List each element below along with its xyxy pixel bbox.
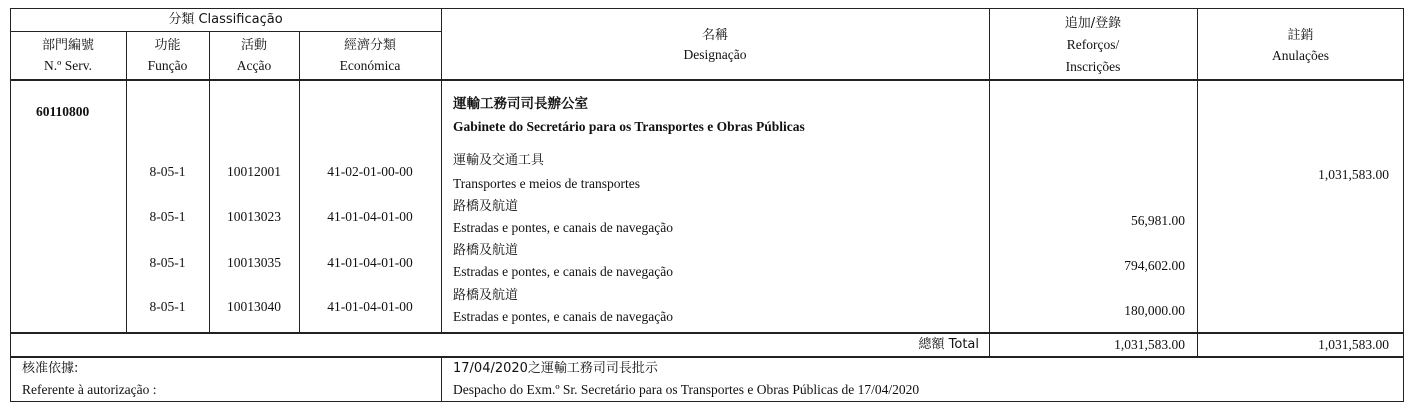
header-serv-pt: N.º Serv. [44, 58, 92, 73]
row-3-economica: 41-01-04-01-00 [327, 255, 413, 270]
header-designacao-pt: Designação [683, 47, 747, 62]
footer-label-pt: Referente à autorização : [22, 382, 157, 397]
footer-label-zh: 核准依據: [22, 361, 79, 376]
department-name-pt: Gabinete do Secretário para os Transportes e Obras Públicas [453, 119, 805, 134]
row-2-funcao: 8-05-1 [149, 209, 186, 224]
header-accao-pt: Acção [236, 58, 272, 73]
rule-header-bottom [10, 79, 1404, 81]
row-4-accao: 10013040 [227, 299, 281, 314]
row-3-reforcos: 794,602.00 [1124, 258, 1185, 273]
row-1-name-zh: 運輸及交通工具 [453, 153, 545, 168]
header-reforcos-pt1: Reforços/ [1066, 37, 1120, 52]
row-3-name-pt: Estradas e pontes, e canais de navegação [453, 264, 674, 279]
row-2-name-zh: 路橋及航道 [453, 199, 519, 214]
rule-total-bottom [10, 356, 1404, 358]
row-1-name-pt: Transportes e meios de transportes [453, 176, 640, 191]
header-serv-zh: 部門編號 [41, 38, 94, 53]
header-anulacoes-zh: 註銷 [1287, 28, 1314, 43]
row-4-funcao: 8-05-1 [149, 299, 186, 314]
rule-classificacao-bottom [10, 31, 441, 32]
footer-text-zh: 17/04/2020之運輸工務司司長批示 [453, 361, 658, 376]
row-4-reforcos: 180,000.00 [1124, 303, 1185, 318]
header-funcao-pt: Função [147, 58, 188, 73]
row-3-funcao: 8-05-1 [149, 255, 186, 270]
department-code: 60110800 [36, 104, 90, 119]
row-1-anulacoes: 1,031,583.00 [1318, 167, 1389, 182]
row-2-reforcos: 56,981.00 [1131, 213, 1185, 228]
header-reforcos-zh: 追加/登錄 [1064, 16, 1122, 31]
col-divider-funcao [209, 31, 210, 332]
row-2-name-pt: Estradas e pontes, e canais de navegação [453, 220, 674, 235]
col-divider-accao [299, 31, 300, 332]
header-economica-pt: Económica [339, 58, 401, 73]
row-3-name-zh: 路橋及航道 [453, 243, 519, 258]
col-divider-serv [126, 31, 127, 332]
total-reforcos: 1,031,583.00 [1114, 337, 1185, 352]
total-label: 總額 Total [918, 337, 979, 352]
rule-body-bottom [10, 332, 1404, 334]
row-4-name-pt: Estradas e pontes, e canais de navegação [453, 309, 674, 324]
header-designacao-zh: 名稱 [701, 28, 728, 43]
col-divider-footer [441, 356, 442, 402]
header-funcao-zh: 功能 [154, 38, 181, 53]
header-anulacoes-pt: Anulações [1272, 48, 1329, 63]
department-name-zh: 運輸工務司司長辦公室 [453, 96, 588, 112]
header-economica-zh: 經濟分類 [343, 38, 396, 53]
header-classificacao: 分類 Classificação [168, 12, 283, 27]
total-anulacoes: 1,031,583.00 [1318, 337, 1389, 352]
footer-text-pt: Despacho do Exm.º Sr. Secretário para os Transportes e Obras Públicas de 17/04/2020 [453, 382, 920, 397]
row-4-economica: 41-01-04-01-00 [327, 299, 413, 314]
row-2-accao: 10013023 [227, 209, 281, 224]
row-2-economica: 41-01-04-01-00 [327, 209, 413, 224]
row-1-funcao: 8-05-1 [149, 164, 186, 179]
header-reforcos-pt2: Inscrições [1065, 59, 1121, 74]
row-4-name-zh: 路橋及航道 [453, 288, 519, 303]
header-accao-zh: 活動 [240, 38, 267, 53]
row-1-economica: 41-02-01-00-00 [327, 164, 413, 179]
row-1-accao: 10012001 [227, 164, 281, 179]
row-3-accao: 10013035 [227, 255, 281, 270]
